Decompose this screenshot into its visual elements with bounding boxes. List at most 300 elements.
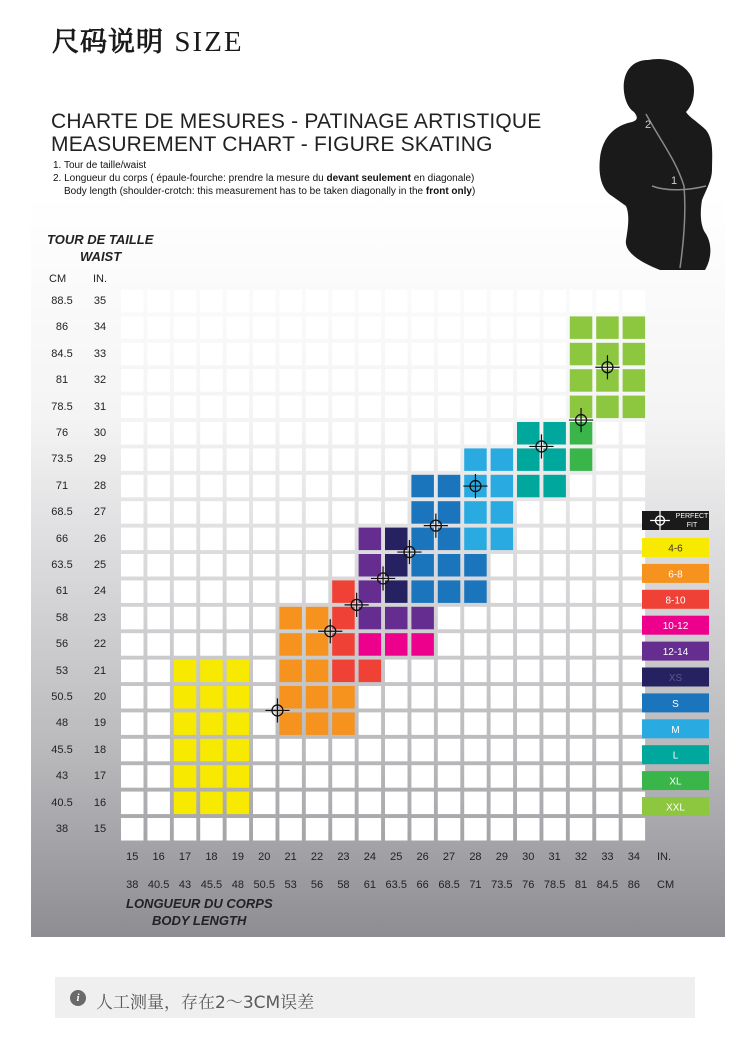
grid-cell xyxy=(306,607,329,630)
y-tick-cm: 68.5 xyxy=(51,506,73,519)
grid-cell xyxy=(147,528,170,551)
grid-cell xyxy=(174,712,197,735)
grid-cell xyxy=(491,554,513,577)
grid-cell xyxy=(279,792,302,815)
grid-cell xyxy=(517,343,540,366)
grid-cell xyxy=(517,369,540,392)
grid-cell xyxy=(332,712,355,735)
grid-cell xyxy=(332,343,355,366)
grid-cell xyxy=(491,739,513,762)
grid-cell xyxy=(491,818,513,841)
grid-cell xyxy=(121,712,144,735)
grid-cell xyxy=(200,316,223,339)
grid-cell xyxy=(359,396,382,419)
grid-cell xyxy=(253,554,276,577)
grid-cell xyxy=(623,396,646,419)
grid-cell xyxy=(543,290,566,313)
grid-cell xyxy=(464,422,487,445)
grid-cell xyxy=(253,607,276,630)
grid-cell xyxy=(332,475,355,498)
grid-cell xyxy=(279,475,302,498)
grid-cell xyxy=(332,739,355,762)
grid-cell xyxy=(464,343,487,366)
grid-cell xyxy=(596,607,619,630)
grid-cell xyxy=(596,580,619,603)
grid-cell xyxy=(623,739,646,762)
grid-cell xyxy=(543,422,566,445)
grid-cell xyxy=(121,818,144,841)
x-tick-cm: 84.5 xyxy=(596,879,619,891)
legend-label-4-6: 4-6 xyxy=(668,543,683,555)
grid-cell xyxy=(306,396,329,419)
grid-cell xyxy=(623,554,646,577)
grid-cell xyxy=(200,290,223,313)
grid-cell xyxy=(464,448,487,471)
grid-cell xyxy=(570,792,593,815)
grid-cell xyxy=(306,290,329,313)
grid-cell xyxy=(200,528,223,551)
grid-cell xyxy=(438,501,461,524)
grid-cell xyxy=(438,686,461,709)
grid-cell xyxy=(174,739,197,762)
grid-cell xyxy=(411,712,434,735)
grid-cell xyxy=(174,686,197,709)
grid-cell xyxy=(385,607,408,630)
grid-cell xyxy=(491,475,513,498)
grid-cell xyxy=(491,369,513,392)
grid-cell xyxy=(359,739,382,762)
grid-cell xyxy=(174,554,197,577)
legend-label-m: M xyxy=(671,724,680,736)
grid-cell xyxy=(385,818,408,841)
grid-cell xyxy=(174,448,197,471)
grid-cell xyxy=(517,554,540,577)
grid-cell xyxy=(147,792,170,815)
grid-cell xyxy=(464,528,487,551)
grid-cell xyxy=(121,290,144,313)
grid-cell xyxy=(332,686,355,709)
grid-cell xyxy=(174,475,197,498)
x-tick-cm: 86 xyxy=(627,879,640,891)
x-tick-cm: 53 xyxy=(284,879,297,891)
grid-cell xyxy=(332,792,355,815)
grid-cell xyxy=(279,633,302,656)
grid-cell xyxy=(200,501,223,524)
grid-cell xyxy=(147,660,170,683)
grid-cell xyxy=(332,422,355,445)
grid-cell xyxy=(543,660,566,683)
legend-perfect-fit-label: FIT xyxy=(686,522,698,529)
y-tick-in: 21 xyxy=(93,664,107,677)
grid-cell xyxy=(121,554,144,577)
grid-cell xyxy=(517,580,540,603)
grid-cell xyxy=(596,422,619,445)
note-2-text-c: en diagonale) xyxy=(411,173,475,184)
grid-cell xyxy=(359,290,382,313)
x-tick-cm: 50.5 xyxy=(253,879,275,891)
grid-cell xyxy=(517,686,540,709)
y-tick-in: 16 xyxy=(93,796,107,809)
x-tick-in: 15 xyxy=(126,851,139,863)
grid-cell xyxy=(174,580,197,603)
y-tick-in: 32 xyxy=(93,374,107,387)
y-tick-in: 30 xyxy=(93,427,107,439)
grid-cell xyxy=(411,792,434,815)
grid-cell xyxy=(227,316,250,339)
grid-cell xyxy=(200,448,223,471)
grid-cell xyxy=(438,316,461,339)
grid-cell xyxy=(411,475,434,498)
grid-cell xyxy=(596,554,619,577)
grid-cell xyxy=(359,633,382,656)
x-tick-in: 30 xyxy=(522,851,535,863)
grid-cell xyxy=(279,660,302,683)
grid-cell xyxy=(411,633,434,656)
grid-cell xyxy=(596,633,619,656)
grid-cell xyxy=(543,739,566,762)
grid-cell xyxy=(253,686,276,709)
grid-cell xyxy=(623,528,646,551)
grid-cell xyxy=(385,739,408,762)
grid-cell xyxy=(147,343,170,366)
grid-cell xyxy=(570,475,593,498)
grid-cell xyxy=(464,316,487,339)
grid-cell xyxy=(464,290,487,313)
x-tick-in: 33 xyxy=(601,851,614,863)
grid-cell xyxy=(623,290,646,313)
heading-en: SIZE xyxy=(174,26,244,58)
grid-cell xyxy=(227,660,250,683)
grid-cell xyxy=(517,739,540,762)
y-tick-cm: 88.5 xyxy=(51,295,73,307)
grid-cell xyxy=(385,528,408,551)
grid-cell xyxy=(332,369,355,392)
grid-cell xyxy=(227,369,250,392)
grid-cell xyxy=(596,765,619,788)
grid-cell xyxy=(543,686,566,709)
grid-cell xyxy=(200,818,223,841)
grid-cell xyxy=(359,343,382,366)
grid-cell xyxy=(227,475,250,498)
grid-cell xyxy=(306,739,329,762)
y-tick-cm: 50.5 xyxy=(51,691,73,703)
grid-cell xyxy=(596,739,619,762)
grid-cell xyxy=(411,422,434,445)
grid-cell xyxy=(306,660,329,683)
y-tick-in: 28 xyxy=(93,479,107,492)
grid-cell xyxy=(200,580,223,603)
grid-cell xyxy=(385,396,408,419)
grid-cell xyxy=(543,818,566,841)
grid-cell xyxy=(623,501,646,524)
grid-cell xyxy=(517,818,540,841)
grid-cell xyxy=(279,739,302,762)
grid-cell xyxy=(306,580,329,603)
grid-cell xyxy=(332,396,355,419)
grid-cell xyxy=(121,316,144,339)
x-tick-cm: 81 xyxy=(574,879,588,891)
grid-cell xyxy=(174,792,197,815)
note-1: 1. Tour de taille/waist xyxy=(53,160,147,171)
grid-cell xyxy=(253,660,276,683)
grid-cell xyxy=(411,818,434,841)
grid-cell xyxy=(517,475,540,498)
grid-cell xyxy=(464,739,487,762)
grid-cell xyxy=(174,290,197,313)
grid-cell xyxy=(227,554,250,577)
grid-cell xyxy=(385,343,408,366)
grid-cell xyxy=(596,475,619,498)
grid-cell xyxy=(227,501,250,524)
silhouette-label-1: 1 xyxy=(671,175,678,187)
grid-cell xyxy=(517,792,540,815)
grid-cell xyxy=(227,765,250,788)
legend-label-xxl: XXL xyxy=(666,802,685,814)
grid-cell xyxy=(121,739,144,762)
grid-cell xyxy=(253,369,276,392)
grid-cell xyxy=(385,422,408,445)
grid-cell xyxy=(121,580,144,603)
grid-cell xyxy=(596,528,619,551)
y-tick-in: 23 xyxy=(93,611,107,624)
grid-cell xyxy=(385,448,408,471)
grid-cell xyxy=(491,316,513,339)
grid-cell xyxy=(464,712,487,735)
grid-cell xyxy=(491,290,513,313)
grid-cell xyxy=(279,501,302,524)
legend-label-s: S xyxy=(672,698,679,710)
grid-cell xyxy=(411,580,434,603)
grid-cell xyxy=(411,290,434,313)
grid-cell xyxy=(306,422,329,445)
x-tick-in: 27 xyxy=(442,851,456,863)
x-tick-in: 17 xyxy=(178,851,192,863)
grid-cell xyxy=(596,712,619,735)
x-tick-in: 32 xyxy=(574,851,588,863)
grid-cell xyxy=(279,765,302,788)
grid-cell xyxy=(174,316,197,339)
grid-cell xyxy=(385,475,408,498)
grid-cell xyxy=(596,660,619,683)
grid-cell xyxy=(306,818,329,841)
grid-cell xyxy=(359,818,382,841)
grid-cell xyxy=(438,475,461,498)
grid-cell xyxy=(227,290,250,313)
grid-cell xyxy=(570,607,593,630)
grid-cell xyxy=(147,554,170,577)
grid-cell xyxy=(332,660,355,683)
grid-cell xyxy=(253,448,276,471)
legend-label-xs: XS xyxy=(668,673,683,684)
grid-cell xyxy=(570,686,593,709)
grid-cell xyxy=(517,607,540,630)
x-unit-cm: CM xyxy=(657,879,675,891)
grid-cell xyxy=(253,739,276,762)
grid-cell xyxy=(359,475,382,498)
x-tick-in: 34 xyxy=(627,851,640,863)
grid-cell xyxy=(411,528,434,551)
grid-cell xyxy=(385,792,408,815)
grid-cell xyxy=(306,316,329,339)
grid-cell xyxy=(491,633,513,656)
grid-cell xyxy=(279,343,302,366)
y-tick-cm: 78.5 xyxy=(51,400,73,413)
grid-cell xyxy=(570,343,593,366)
grid-cell xyxy=(174,818,197,841)
y-tick-in: 29 xyxy=(93,453,107,466)
grid-cell xyxy=(306,501,329,524)
grid-cell xyxy=(385,554,408,577)
grid-cell xyxy=(359,712,382,735)
grid-cell xyxy=(543,580,566,603)
grid-cell xyxy=(200,712,223,735)
x-tick-cm: 58 xyxy=(337,879,350,891)
grid-cell xyxy=(147,765,170,788)
y-tick-in: 31 xyxy=(93,400,107,413)
grid-cell xyxy=(227,528,250,551)
grid-cell xyxy=(517,448,540,471)
grid-cell xyxy=(438,528,461,551)
grid-cell xyxy=(227,422,250,445)
x-tick-in: 23 xyxy=(337,851,350,863)
grid-cell xyxy=(147,475,170,498)
grid-cell xyxy=(227,580,250,603)
grid-cell xyxy=(359,316,382,339)
grid-cell xyxy=(306,686,329,709)
legend-label-10-12: 10-12 xyxy=(662,621,689,633)
grid-cell xyxy=(411,607,434,630)
note-2-text-a: 2. Longueur du corps ( épaule-fourche: prendre la mesure du xyxy=(53,173,327,184)
grid-cell xyxy=(279,712,302,735)
x-tick-in: 24 xyxy=(363,851,376,863)
grid-cell xyxy=(200,792,223,815)
grid-cell xyxy=(200,686,223,709)
grid-cell xyxy=(279,686,302,709)
grid-cell xyxy=(385,765,408,788)
grid-cell xyxy=(121,633,144,656)
x-tick-in: 22 xyxy=(310,851,324,863)
grid-cell xyxy=(438,422,461,445)
grid-cell xyxy=(332,448,355,471)
x-tick-cm: 61 xyxy=(363,879,376,891)
y-tick-in: 25 xyxy=(93,559,107,571)
x-unit-in: IN. xyxy=(657,851,672,863)
y-tick-in: 26 xyxy=(93,532,107,545)
grid-cell xyxy=(279,316,302,339)
grid-cell xyxy=(121,396,144,419)
grid-cell xyxy=(385,660,408,683)
grid-cell xyxy=(623,422,646,445)
grid-cell xyxy=(147,739,170,762)
grid-cell xyxy=(174,422,197,445)
x-tick-in: 19 xyxy=(231,851,244,863)
grid-cell xyxy=(200,369,223,392)
grid-cell xyxy=(596,290,619,313)
grid-cell xyxy=(227,607,250,630)
grid-cell xyxy=(147,290,170,313)
legend-label-l: L xyxy=(672,750,679,762)
grid-cell xyxy=(464,396,487,419)
legend-label-xl: XL xyxy=(669,776,682,788)
grid-cell xyxy=(411,316,434,339)
grid-cell xyxy=(200,607,223,630)
grid-cell xyxy=(464,686,487,709)
grid-cell xyxy=(174,528,197,551)
grid-cell xyxy=(491,686,513,709)
grid-cell xyxy=(332,580,355,603)
x-tick-cm: 78.5 xyxy=(543,879,566,891)
grid-cell xyxy=(464,554,487,577)
y-tick-cm: 61 xyxy=(55,585,69,598)
grid-cell xyxy=(543,316,566,339)
y-tick-cm: 66 xyxy=(55,532,69,545)
y-axis-title-en: WAIST xyxy=(80,249,122,264)
grid-cell xyxy=(570,739,593,762)
grid-cell xyxy=(174,396,197,419)
grid-cell xyxy=(359,369,382,392)
grid-cell xyxy=(332,501,355,524)
grid-cell xyxy=(200,765,223,788)
grid-cell xyxy=(147,501,170,524)
chart-title-en: MEASUREMENT CHART - FIGURE SKATING xyxy=(51,133,493,156)
grid-cell xyxy=(227,343,250,366)
grid-cell xyxy=(491,343,513,366)
grid-cell xyxy=(253,290,276,313)
y-unit-in: IN. xyxy=(93,273,108,285)
y-tick-cm: 81 xyxy=(55,374,69,387)
grid-cell xyxy=(543,369,566,392)
grid-cell xyxy=(411,369,434,392)
x-tick-cm: 73.5 xyxy=(491,879,513,891)
y-tick-in: 15 xyxy=(93,823,107,835)
grid-cell xyxy=(359,607,382,630)
chart-title-fr: CHARTE DE MESURES - PATINAGE ARTISTIQUE xyxy=(51,110,542,133)
grid-cell xyxy=(623,765,646,788)
grid-cell xyxy=(411,765,434,788)
grid-cell xyxy=(279,818,302,841)
grid-cell xyxy=(438,765,461,788)
grid-cell xyxy=(570,369,593,392)
grid-cell xyxy=(147,448,170,471)
grid-cell xyxy=(332,818,355,841)
grid-cell xyxy=(491,660,513,683)
grid-cell xyxy=(623,818,646,841)
grid-cell xyxy=(121,792,144,815)
grid-cell xyxy=(227,792,250,815)
grid-cell xyxy=(147,580,170,603)
grid-cell xyxy=(253,765,276,788)
grid-cell xyxy=(227,633,250,656)
grid-cell xyxy=(385,501,408,524)
y-tick-in: 18 xyxy=(93,743,107,756)
grid-cell xyxy=(306,633,329,656)
grid-cell xyxy=(438,818,461,841)
grid-cell xyxy=(253,818,276,841)
grid-cell xyxy=(438,448,461,471)
heading-cn: 尺码说明 xyxy=(52,27,164,58)
grid-cell xyxy=(543,528,566,551)
grid-cell xyxy=(200,343,223,366)
grid-cell xyxy=(253,343,276,366)
y-tick-cm: 71 xyxy=(55,479,69,492)
grid-cell xyxy=(623,580,646,603)
grid-cell xyxy=(279,554,302,577)
grid-cell xyxy=(253,712,276,735)
grid-cell xyxy=(147,316,170,339)
grid-cell xyxy=(279,580,302,603)
grid-cell xyxy=(359,765,382,788)
grid-cell xyxy=(385,686,408,709)
